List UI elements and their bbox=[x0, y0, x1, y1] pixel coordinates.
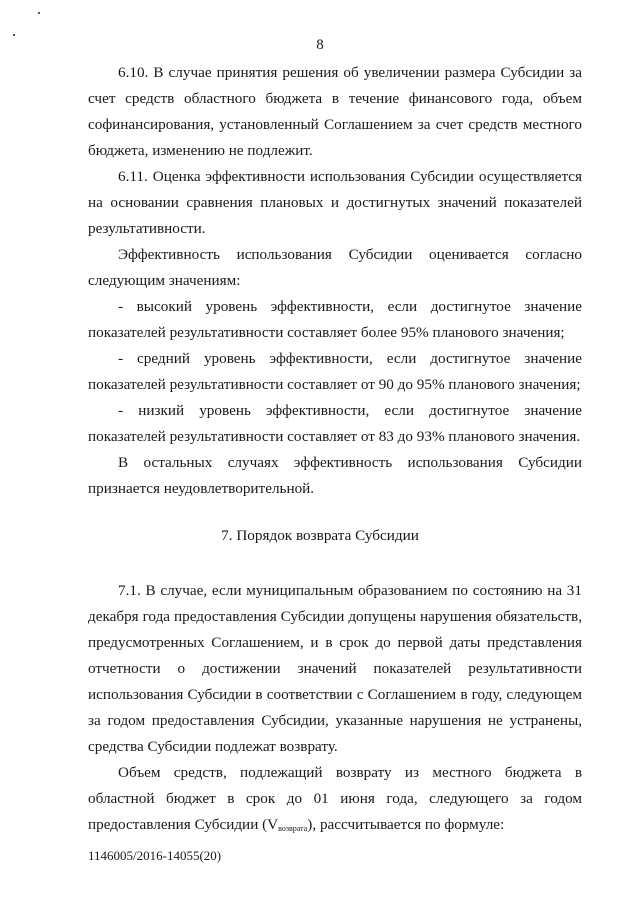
text-line: признается неудовлетворительной. bbox=[88, 480, 315, 497]
paragraph-other-cases bbox=[88, 450, 582, 502]
text-line: декабря года предоставления Субсидии допущены нарушения обязательств, bbox=[88, 608, 582, 625]
formula-intro-end: ), рассчитывается по формуле: bbox=[307, 816, 505, 833]
text-line: софинансирования, установленный Соглашением за счет средств местного bbox=[88, 116, 582, 133]
text-line: на основании сравнения плановых и достигнутых значений показателей bbox=[88, 194, 582, 211]
text-line: за годом предоставления Субсидии, указанные нарушения не устранены, bbox=[88, 712, 582, 729]
text-line: - высокий уровень эффективности, если достигнутое значение bbox=[118, 298, 582, 315]
text-line: результативности. bbox=[88, 220, 206, 237]
formula-intro: предоставления Субсидии (V bbox=[88, 816, 279, 833]
formula-subscript: возврата bbox=[278, 824, 308, 833]
scan-speck bbox=[38, 12, 40, 14]
text-line: предусмотренных Соглашением, и в срок до первой даты представления bbox=[88, 634, 582, 651]
text-line: - средний уровень эффективности, если достигнутое значение bbox=[118, 350, 582, 367]
list-item-medium bbox=[88, 346, 582, 398]
list-item-high bbox=[88, 294, 582, 346]
text-line: В остальных случаях эффективность использования Субсидии bbox=[118, 454, 582, 471]
section-heading: 7. Порядок возврата Субсидии bbox=[221, 527, 419, 544]
page-number: 8 bbox=[316, 37, 324, 53]
text-line: следующим значениям: bbox=[88, 272, 241, 289]
text-line: областной бюджет в срок до 01 июня года, следующего за годом bbox=[88, 790, 582, 807]
paragraph-7-1 bbox=[88, 578, 582, 760]
text-line: 7.1. В случае, если муниципальным образованием по состоянию на 31 bbox=[118, 582, 582, 599]
document-footer-code: 1146005/2016-14055(20) bbox=[88, 848, 222, 863]
text-line: Объем средств, подлежащий возврату из местного бюджета в bbox=[118, 764, 582, 781]
text-line: показателей результативности составляет от 83 до 93% планового значения. bbox=[88, 428, 581, 445]
text-line: средства Субсидии подлежат возврату. bbox=[88, 738, 338, 755]
text-line: счет средств областного бюджета в течение финансового года, объем bbox=[88, 90, 582, 107]
text-line: 6.10. В случае принятия решения об увеличении размера Субсидии за bbox=[118, 64, 582, 81]
paragraph-6-11 bbox=[88, 164, 582, 242]
text-line: бюджета, изменению не подлежит. bbox=[88, 142, 313, 159]
paragraph-6-10 bbox=[88, 60, 582, 164]
text-line: 6.11. Оценка эффективности использования Субсидии осуществляется bbox=[118, 168, 582, 185]
text-line: - низкий уровень эффективности, если достигнутое значение bbox=[118, 402, 582, 419]
text-line: показателей результативности составляет от 90 до 95% планового значения; bbox=[88, 376, 581, 393]
paragraph-efficiency bbox=[88, 242, 582, 294]
text-line bbox=[88, 812, 582, 842]
text-line: отчетности о достижении значений показателей результативности bbox=[88, 660, 582, 677]
text-line: использования Субсидии в соответствии с Соглашением в году, следующем bbox=[88, 686, 582, 703]
text-line: Эффективность использования Субсидии оценивается согласно bbox=[118, 246, 582, 263]
scan-speck bbox=[13, 34, 15, 36]
paragraph-refund-volume bbox=[88, 760, 582, 842]
list-item-low bbox=[88, 398, 582, 450]
text-line: показателей результативности составляет более 95% планового значения; bbox=[88, 324, 565, 341]
